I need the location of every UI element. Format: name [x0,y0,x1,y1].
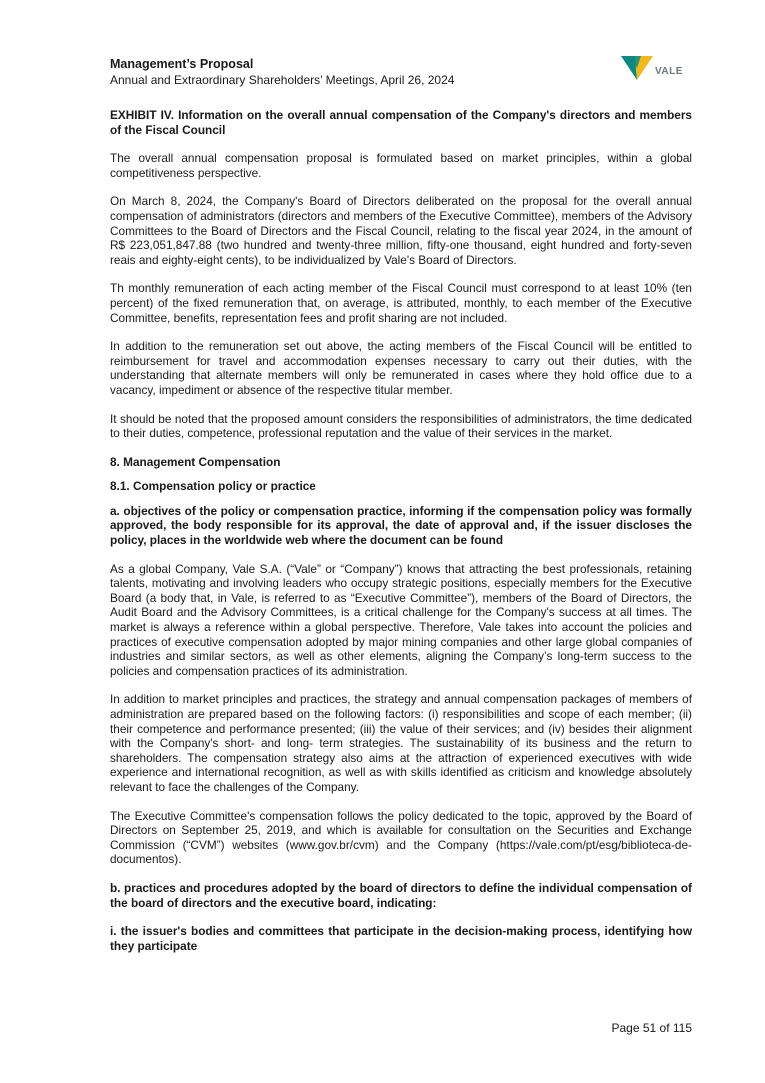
paragraph: In addition to market principles and practices, the strategy and annual compensation packages of members of administration are prepared based on the following factors: (i) responsibilities and scope of each member; (ii) their competence and performance presented; (iii) the value of their services; and (iv) besides their alignment with the Company's short- and long- term strategies. The sustainability of its business and the return to shareholders. The compensation strategy also aims at the attraction of experienced executives with wide experience and international recognition, as well as with skills identified as criticism and knowledge absolutely relevant to face the challenges of the Company. [110,692,692,794]
header-subtitle: Annual and Extraordinary Shareholders’ Meetings, April 26, 2024 [110,73,455,87]
vale-v-icon [619,54,655,84]
page-header [110,56,560,88]
paragraph: The Executive Committee's compensation follows the policy dedicated to the topic, approved by the Board of Directors on September 25, 2019, and which is available for consultation on the Securities and Exchange Commission (“CVM”) websites (www.gov.br/cvm) and the Company (https://vale.com/pt/esg/biblioteca-de-documentos). [110,808,692,867]
paragraph: Th monthly remuneration of each acting member of the Fiscal Council must correspond to at least 10% (ten percent) of the fixed remuneration that, on average, is attributed, monthly, to each member of the Executive Committee, benefits, representation fees and profit sharing are not included. [110,281,692,325]
paragraph: It should be noted that the proposed amount considers the responsibilities of administrators, the time dedicated to their duties, competence, professional reputation and the value of their services in the market. [110,411,692,441]
document-body [110,108,692,967]
exhibit-heading: EXHIBIT IV. Information on the overall annual compensation of the Company's directors and members of the Fiscal Council [110,108,692,137]
item-heading-b-i: i. the issuer's bodies and committees that participate in the decision-making process, identifying how they participate [110,924,692,953]
header-title: Management’s Proposal [110,57,254,71]
subsection-heading: 8.1. Compensation policy or practice [110,479,316,494]
paragraph: As a global Company, Vale S.A. (“Vale” or “Company”) knows that attracting the best professionals, retaining talents, motivating and involving leaders who occupy strategic positions, especially members for the Executive Board (a body that, in Vale, is referred to as “Executive Committee”), members of the Board of Directors, the Audit Board and the Advisory Committees, is a critical challenge for the Company's success at all times. The market is always a reference within a global perspective. Therefore, Vale takes into account the policies and practices of executive compensation adopted by major mining companies and other large global companies of industries and similar sectors, as well as other elements, aligning the Company’s long-term success to the policies and compensation practices of its administration. [110,561,692,678]
item-heading-b: b. practices and procedures adopted by the board of directors to define the individual compensation of the board of directors and the executive board, indicating: [110,880,692,910]
vale-logo [619,54,691,84]
paragraph: On March 8, 2024, the Company's Board of Directors deliberated on the proposal for the overall annual compensation of administrators (directors and members of the Executive Committee), members of the Advisory Committees to the Board of Directors and the Fiscal Council, relating to the fiscal year 2024, in the amount of R$ 223,051,847.88 (two hundred and twenty-three million, fifty-one thousand, eight hundred and forty-seven reais and eighty-eight cents), to be individualized by Vale's Board of Directors. [110,194,692,267]
section-heading: 8. Management Compensation [110,454,281,469]
paragraph: In addition to the remuneration set out above, the acting members of the Fiscal Council will be entitled to reimbursement for travel and accommodation expenses necessary to carry out their duties, with the understanding that alternate members will only be remunerated in cases where they hold office due to a vacancy, impediment or absence of the respective titular member. [110,339,692,397]
logo-text: VALE [655,66,683,77]
page-number: Page 51 of 115 [611,1021,692,1035]
item-heading-a: a. objectives of the policy or compensation practice, informing if the compensation policy was formally approved, the body responsible for its approval, the date of approval and, if the issuer discloses the policy, places in the worldwide web where the document can be found [110,503,692,548]
paragraph: The overall annual compensation proposal is formulated based on market principles, within a global competitiveness perspective. [110,151,692,180]
